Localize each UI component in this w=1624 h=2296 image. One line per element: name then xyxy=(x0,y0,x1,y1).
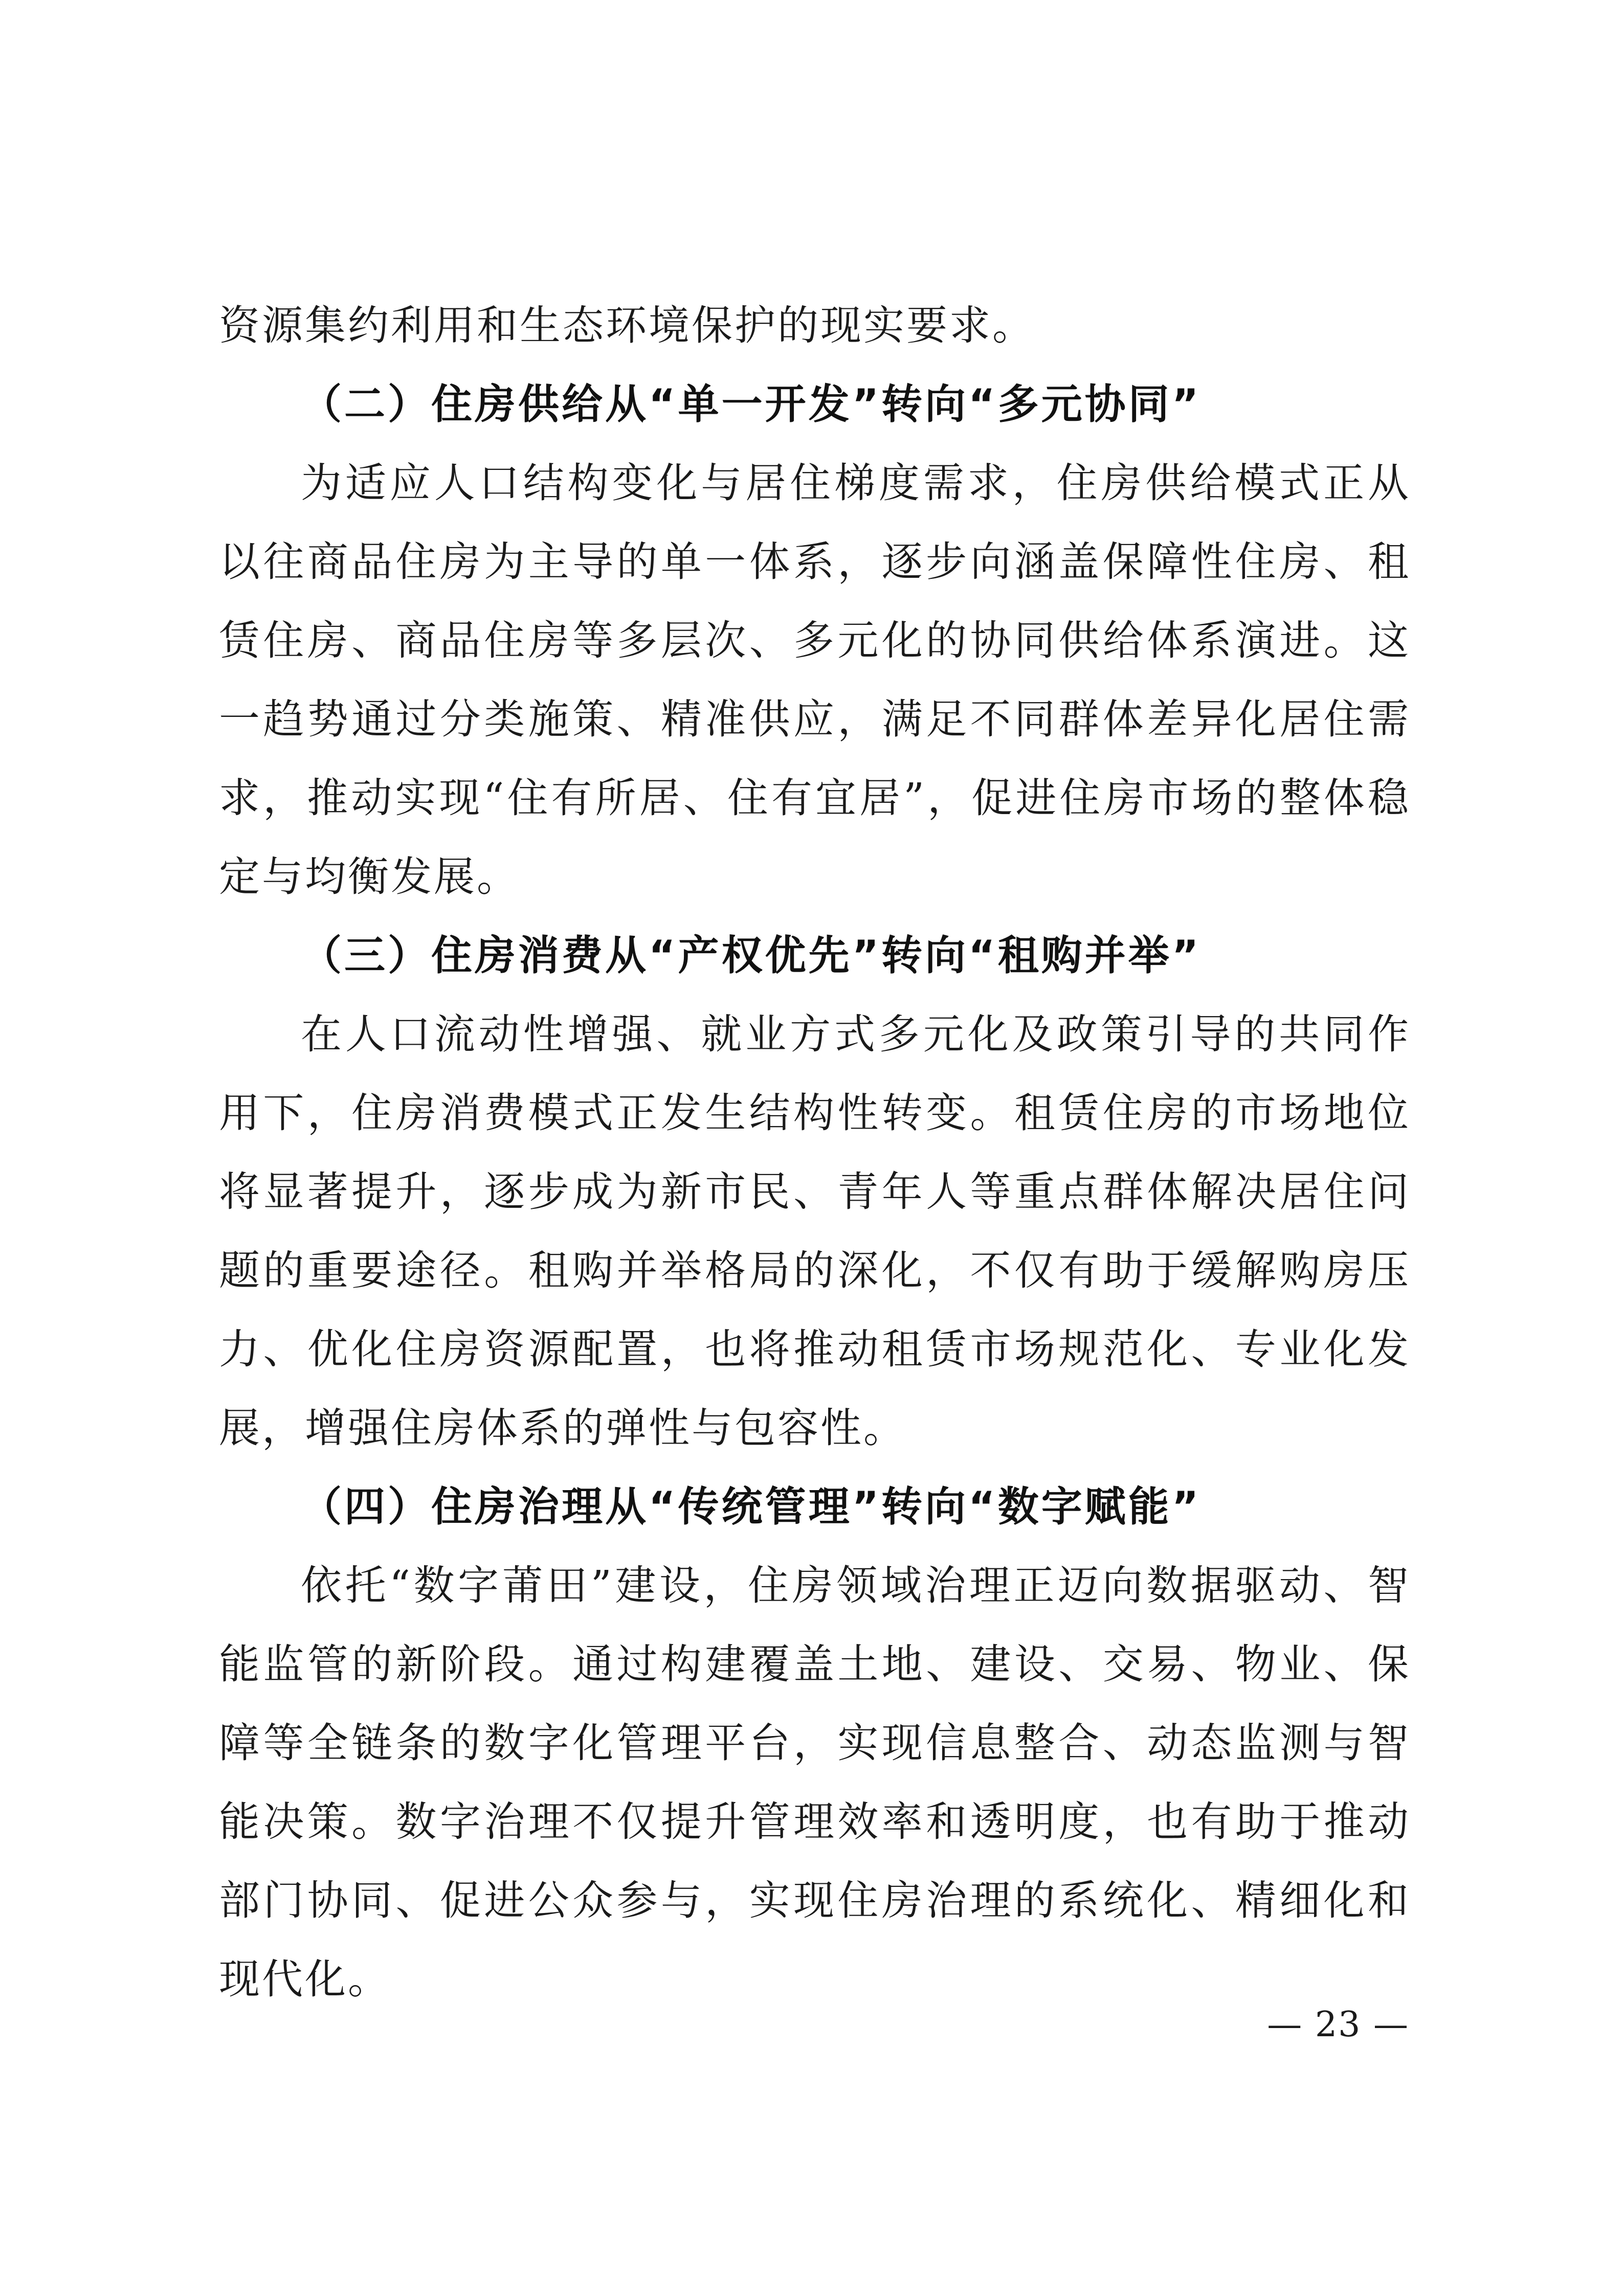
section-heading-4: （四）住房治理从“传统管理”转向“数字赋能” xyxy=(301,1483,1202,1530)
section-body-4: 依托“数字莆田”建设，住房领域治理正迈向数据驱动、智能监管的新阶段。通过构建覆盖土地、建设、交易、物业、保障等全链条的数字化管理平台，实现信息整合、动态监测与智能决策。数字治理不仅提升管理效率和透明度，也有助于推动部门协同、促进公众参与，实现住房治理的系统化、精细化和现代化。 xyxy=(219,1562,1411,2003)
section-heading-3: （三）住房消费从“产权优先”转向“租购并举” xyxy=(301,932,1202,979)
section-heading-2: （二）住房供给从“单一开发”转向“多元协同” xyxy=(301,380,1202,428)
section-body-2: 为适应人口结构变化与居住梯度需求，住房供给模式正从以往商品住房为主导的单一体系，逐步向涵盖保障性住房、租赁住房、商品住房等多层次、多元化的协同供给体系演进。这一趋势通过分类施策、精准供应，满足不同群体差异化居住需求，推动实现“住有所居、住有宜居”，促进住房市场的整体稳定与均衡发展。 xyxy=(219,459,1411,901)
page-number: — 23 — xyxy=(1267,2005,1409,2045)
continuation-paragraph: 资源集约利用和生态环境保护的现实要求。 xyxy=(219,302,1035,349)
document-body xyxy=(219,286,1411,2019)
section-body-3: 在人口流动性增强、就业方式多元化及政策引导的共同作用下，住房消费模式正发生结构性转变。租赁住房的市场地位将显著提升，逐步成为新市民、青年人等重点群体解决居住问题的重要途径。租购并举格局的深化，不仅有助于缓解购房压力、优化住房资源配置，也将推动租赁市场规范化、专业化发展，增强住房体系的弹性与包容性。 xyxy=(219,1010,1411,1452)
